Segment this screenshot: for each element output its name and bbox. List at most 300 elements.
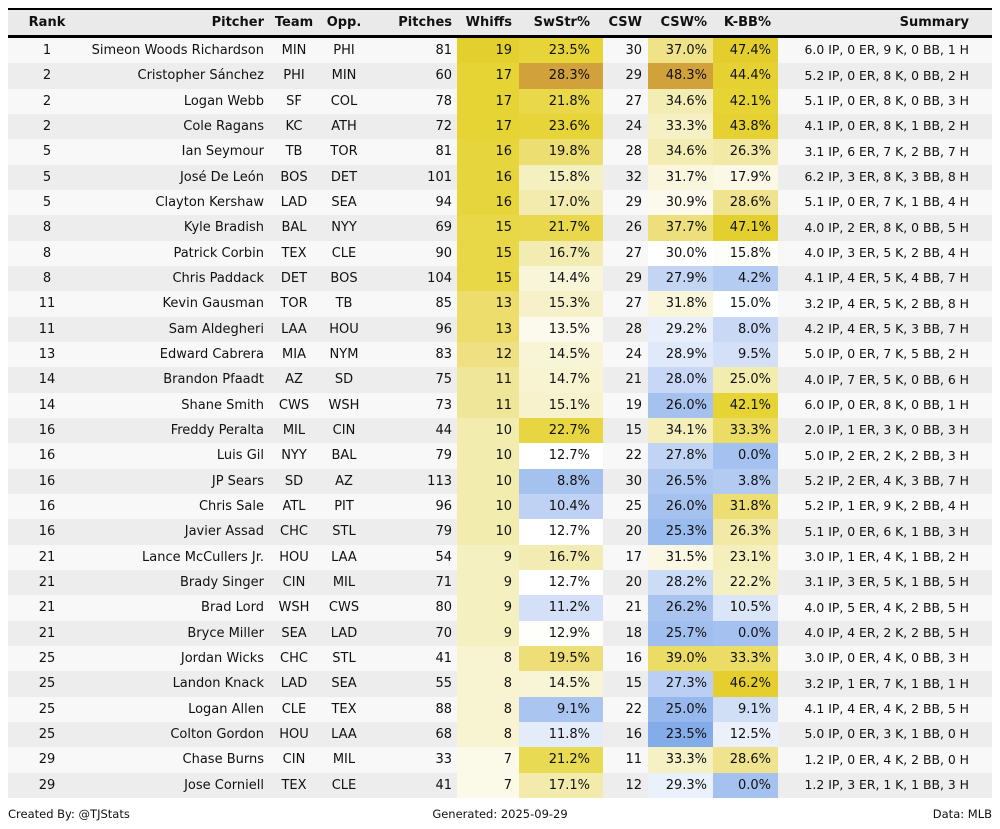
cell-team: AZ bbox=[285, 372, 303, 388]
cell-csw: 27 bbox=[625, 93, 642, 109]
table-row bbox=[8, 393, 992, 418]
footer-data-source: Data: MLB bbox=[932, 806, 992, 821]
cell-opp: TEX bbox=[331, 701, 357, 717]
cell-opp: SEA bbox=[331, 676, 357, 692]
cell-pitcher: Cristopher Sánchez bbox=[137, 68, 264, 84]
table-row bbox=[8, 671, 992, 696]
cell-opp: MIL bbox=[332, 752, 356, 768]
cell-team: BOS bbox=[280, 169, 308, 185]
cell-kbb: 43.8% bbox=[713, 114, 778, 139]
cell-pitches: 41 bbox=[435, 651, 452, 667]
cell-summary: 4.1 IP, 0 ER, 8 K, 1 BB, 2 H bbox=[804, 118, 969, 134]
cell-kbb: 9.5% bbox=[713, 342, 778, 367]
cell-kbb: 42.1% bbox=[713, 89, 778, 114]
cell-opp: WSH bbox=[328, 397, 360, 413]
cell-whiffs: 12 bbox=[457, 342, 519, 367]
cell-swstr: 17.0% bbox=[519, 190, 603, 215]
cell-csw: 22 bbox=[625, 448, 642, 464]
cell-kbb: 25.0% bbox=[713, 367, 778, 392]
cell-cswpct: 28.0% bbox=[648, 367, 713, 392]
cell-csw: 16 bbox=[625, 727, 642, 743]
cell-pitcher: Logan Allen bbox=[188, 701, 264, 717]
col-header-cswpct: CSW% bbox=[660, 15, 707, 30]
cell-kbb: 0.0% bbox=[713, 773, 778, 798]
cell-rank: 2 bbox=[42, 93, 52, 109]
cell-whiffs: 17 bbox=[457, 63, 519, 88]
cell-rank: 25 bbox=[38, 676, 56, 692]
cell-pitcher: Simeon Woods Richardson bbox=[91, 43, 264, 59]
cell-csw: 26 bbox=[625, 220, 642, 236]
cell-pitches: 90 bbox=[435, 245, 452, 261]
cell-pitches: 78 bbox=[435, 93, 452, 109]
cell-whiffs: 16 bbox=[457, 165, 519, 190]
cell-swstr: 14.4% bbox=[519, 266, 603, 291]
cell-pitches: 68 bbox=[435, 727, 452, 743]
cell-csw: 20 bbox=[625, 524, 642, 540]
cell-swstr: 21.7% bbox=[519, 215, 603, 240]
cell-pitches: 88 bbox=[435, 701, 452, 717]
cell-kbb: 28.6% bbox=[713, 190, 778, 215]
cell-kbb: 44.4% bbox=[713, 63, 778, 88]
cell-whiffs: 10 bbox=[457, 469, 519, 494]
cell-kbb: 10.5% bbox=[713, 595, 778, 620]
cell-pitcher: Logan Webb bbox=[183, 93, 264, 109]
cell-team: HOU bbox=[279, 727, 309, 743]
cell-pitcher: Patrick Corbin bbox=[173, 245, 264, 261]
cell-summary: 3.1 IP, 6 ER, 7 K, 2 BB, 7 H bbox=[804, 143, 969, 159]
cell-csw: 30 bbox=[625, 473, 642, 489]
table-row bbox=[8, 367, 992, 392]
cell-swstr: 13.5% bbox=[519, 317, 603, 342]
cell-kbb: 46.2% bbox=[713, 671, 778, 696]
cell-swstr: 15.3% bbox=[519, 291, 603, 316]
cell-cswpct: 48.3% bbox=[648, 63, 713, 88]
cell-cswpct: 33.3% bbox=[648, 747, 713, 772]
footer bbox=[8, 807, 992, 821]
cell-summary: 1.2 IP, 0 ER, 4 K, 2 BB, 0 H bbox=[804, 751, 969, 767]
table-row bbox=[8, 621, 992, 646]
cell-rank: 8 bbox=[42, 220, 52, 236]
cell-team: BAL bbox=[281, 220, 307, 236]
cell-summary: 5.1 IP, 0 ER, 8 K, 0 BB, 3 H bbox=[804, 93, 969, 109]
cell-rank: 21 bbox=[38, 600, 56, 616]
cell-team: MIL bbox=[282, 423, 306, 439]
cell-team: TEX bbox=[281, 777, 307, 793]
cell-swstr: 15.1% bbox=[519, 393, 603, 418]
cell-swstr: 14.5% bbox=[519, 671, 603, 696]
cell-team: SF bbox=[286, 93, 302, 109]
cell-csw: 28 bbox=[625, 144, 642, 160]
cell-pitches: 55 bbox=[435, 676, 452, 692]
cell-pitches: 79 bbox=[435, 524, 452, 540]
cell-rank: 5 bbox=[42, 144, 52, 160]
cell-pitcher: Ian Seymour bbox=[181, 144, 264, 160]
cell-rank: 25 bbox=[38, 651, 56, 667]
cell-pitches: 113 bbox=[427, 473, 452, 489]
cell-opp: DET bbox=[330, 169, 358, 185]
cell-kbb: 33.3% bbox=[713, 418, 778, 443]
cell-pitcher: Shane Smith bbox=[181, 397, 264, 413]
cell-summary: 3.0 IP, 0 ER, 4 K, 0 BB, 3 H bbox=[804, 650, 969, 666]
cell-summary: 5.2 IP, 1 ER, 9 K, 2 BB, 4 H bbox=[804, 498, 969, 514]
cell-csw: 29 bbox=[625, 68, 642, 84]
cell-opp: CLE bbox=[331, 777, 357, 793]
cell-csw: 15 bbox=[625, 676, 642, 692]
cell-csw: 27 bbox=[625, 245, 642, 261]
cell-pitcher: Luis Gil bbox=[216, 448, 264, 464]
table-row bbox=[8, 519, 992, 544]
table-row bbox=[8, 570, 992, 595]
table-row bbox=[8, 545, 992, 570]
cell-opp: SD bbox=[334, 372, 354, 388]
cell-team: WSH bbox=[278, 600, 310, 616]
cell-swstr: 15.8% bbox=[519, 165, 603, 190]
cell-summary: 5.2 IP, 2 ER, 4 K, 3 BB, 7 H bbox=[804, 473, 969, 489]
table-row bbox=[8, 697, 992, 722]
cell-summary: 5.0 IP, 2 ER, 2 K, 2 BB, 3 H bbox=[804, 447, 969, 463]
col-header-opp: Opp. bbox=[326, 15, 362, 30]
cell-summary: 5.0 IP, 0 ER, 3 K, 1 BB, 0 H bbox=[804, 726, 969, 742]
cell-team: NYY bbox=[281, 448, 307, 464]
cell-team: MIA bbox=[282, 347, 306, 363]
table-row bbox=[8, 443, 992, 468]
cell-pitches: 79 bbox=[435, 448, 452, 464]
cell-pitcher: Brandon Pfaadt bbox=[163, 372, 264, 388]
cell-summary: 2.0 IP, 1 ER, 3 K, 0 BB, 3 H bbox=[804, 422, 969, 438]
col-header-pitches: Pitches bbox=[398, 15, 452, 30]
cell-whiffs: 7 bbox=[457, 773, 519, 798]
cell-swstr: 16.7% bbox=[519, 545, 603, 570]
cell-rank: 8 bbox=[42, 245, 52, 261]
cell-opp: STL bbox=[332, 651, 356, 667]
cell-opp: PHI bbox=[333, 43, 355, 59]
cell-swstr: 19.5% bbox=[519, 646, 603, 671]
cell-whiffs: 13 bbox=[457, 317, 519, 342]
cell-cswpct: 26.2% bbox=[648, 595, 713, 620]
cell-kbb: 12.5% bbox=[713, 722, 778, 747]
cell-opp: AZ bbox=[335, 473, 353, 489]
cell-cswpct: 34.1% bbox=[648, 418, 713, 443]
cell-pitcher: Kevin Gausman bbox=[162, 296, 264, 312]
cell-rank: 21 bbox=[38, 625, 56, 641]
cell-csw: 21 bbox=[625, 372, 642, 388]
cell-csw: 15 bbox=[625, 423, 642, 439]
cell-pitcher: Colton Gordon bbox=[170, 727, 264, 743]
cell-cswpct: 28.2% bbox=[648, 570, 713, 595]
cell-whiffs: 8 bbox=[457, 697, 519, 722]
cell-kbb: 42.1% bbox=[713, 393, 778, 418]
cell-summary: 3.1 IP, 3 ER, 5 K, 1 BB, 5 H bbox=[804, 574, 969, 590]
cell-whiffs: 9 bbox=[457, 595, 519, 620]
cell-summary: 4.0 IP, 2 ER, 8 K, 0 BB, 5 H bbox=[804, 219, 969, 235]
cell-opp: TB bbox=[335, 296, 353, 312]
cell-opp: NYM bbox=[329, 347, 359, 363]
cell-pitches: 33 bbox=[435, 752, 452, 768]
cell-opp: COL bbox=[330, 93, 358, 109]
cell-kbb: 26.3% bbox=[713, 519, 778, 544]
cell-opp: STL bbox=[332, 524, 356, 540]
cell-opp: SEA bbox=[331, 195, 357, 211]
cell-whiffs: 19 bbox=[457, 38, 519, 63]
cell-cswpct: 30.0% bbox=[648, 241, 713, 266]
cell-pitcher: Brad Lord bbox=[201, 600, 264, 616]
cell-pitches: 80 bbox=[435, 600, 452, 616]
cell-whiffs: 11 bbox=[457, 367, 519, 392]
cell-csw: 30 bbox=[625, 43, 642, 59]
cell-kbb: 31.8% bbox=[713, 494, 778, 519]
cell-csw: 29 bbox=[625, 271, 642, 287]
table-row bbox=[8, 165, 992, 190]
cell-cswpct: 27.9% bbox=[648, 266, 713, 291]
cell-pitcher: Chase Burns bbox=[182, 752, 264, 768]
cell-team: KC bbox=[285, 119, 303, 135]
cell-kbb: 22.2% bbox=[713, 570, 778, 595]
cell-pitches: 71 bbox=[435, 575, 452, 591]
cell-whiffs: 9 bbox=[457, 545, 519, 570]
cell-swstr: 9.1% bbox=[519, 697, 603, 722]
footer-generated: Generated: 2025-09-29 bbox=[432, 806, 568, 821]
cell-whiffs: 9 bbox=[457, 570, 519, 595]
cell-rank: 21 bbox=[38, 549, 56, 565]
cell-pitches: 69 bbox=[435, 220, 452, 236]
cell-whiffs: 17 bbox=[457, 89, 519, 114]
cell-csw: 27 bbox=[625, 296, 642, 312]
cell-csw: 18 bbox=[625, 625, 642, 641]
cell-pitcher: Clayton Kershaw bbox=[155, 195, 264, 211]
cell-whiffs: 15 bbox=[457, 241, 519, 266]
col-header-team: Team bbox=[274, 15, 314, 30]
cell-pitches: 60 bbox=[435, 68, 452, 84]
cell-summary: 5.1 IP, 0 ER, 7 K, 1 BB, 4 H bbox=[804, 194, 969, 210]
cell-rank: 29 bbox=[38, 752, 56, 768]
cell-pitcher: Lance McCullers Jr. bbox=[142, 549, 264, 565]
footer-created-by: Created By: @TJStats bbox=[8, 806, 130, 821]
cell-summary: 3.2 IP, 1 ER, 7 K, 1 BB, 1 H bbox=[804, 675, 969, 691]
cell-pitches: 41 bbox=[435, 777, 452, 793]
cell-kbb: 23.1% bbox=[713, 545, 778, 570]
cell-team: LAD bbox=[280, 676, 308, 692]
cell-csw: 19 bbox=[625, 397, 642, 413]
col-header-whiffs: Whiffs bbox=[465, 15, 512, 30]
cell-summary: 4.1 IP, 4 ER, 4 K, 2 BB, 5 H bbox=[804, 700, 969, 716]
cell-csw: 24 bbox=[625, 347, 642, 363]
cell-pitches: 81 bbox=[435, 144, 452, 160]
cell-kbb: 26.3% bbox=[713, 139, 778, 164]
table-row bbox=[8, 89, 992, 114]
cell-team: TOR bbox=[280, 296, 308, 312]
cell-pitcher: Freddy Peralta bbox=[170, 423, 264, 439]
cell-pitcher: Chris Sale bbox=[198, 499, 264, 515]
cell-pitches: 70 bbox=[435, 625, 452, 641]
cell-opp: BOS bbox=[330, 271, 358, 287]
cell-rank: 14 bbox=[38, 372, 56, 388]
cell-opp: CLE bbox=[331, 245, 357, 261]
cell-cswpct: 25.0% bbox=[648, 697, 713, 722]
cell-opp: CIN bbox=[332, 423, 356, 439]
cell-csw: 32 bbox=[625, 169, 642, 185]
cell-opp: HOU bbox=[329, 321, 359, 337]
cell-kbb: 15.0% bbox=[713, 291, 778, 316]
cell-csw: 17 bbox=[625, 549, 642, 565]
col-header-rank: Rank bbox=[28, 15, 66, 30]
cell-whiffs: 7 bbox=[457, 747, 519, 772]
table-row bbox=[8, 114, 992, 139]
cell-summary: 4.0 IP, 4 ER, 2 K, 2 BB, 5 H bbox=[804, 625, 969, 640]
cell-team: HOU bbox=[279, 549, 309, 565]
cell-cswpct: 34.6% bbox=[648, 139, 713, 164]
cell-cswpct: 29.2% bbox=[648, 317, 713, 342]
cell-team: CLE bbox=[281, 701, 307, 717]
cell-pitches: 83 bbox=[435, 347, 452, 363]
cell-whiffs: 15 bbox=[457, 215, 519, 240]
table-row bbox=[8, 190, 992, 215]
cell-team: CHC bbox=[280, 524, 308, 540]
cell-summary: 5.0 IP, 0 ER, 7 K, 5 BB, 2 H bbox=[804, 346, 969, 362]
cell-swstr: 16.7% bbox=[519, 241, 603, 266]
col-header-swstr: SwStr% bbox=[533, 15, 590, 30]
cell-opp: CWS bbox=[328, 600, 360, 616]
cell-swstr: 14.7% bbox=[519, 367, 603, 392]
cell-cswpct: 26.0% bbox=[648, 494, 713, 519]
cell-whiffs: 9 bbox=[457, 621, 519, 646]
cell-summary: 3.0 IP, 1 ER, 4 K, 1 BB, 2 H bbox=[804, 549, 969, 565]
table-row bbox=[8, 747, 992, 772]
cell-pitcher: Kyle Bradish bbox=[183, 220, 264, 236]
cell-whiffs: 10 bbox=[457, 494, 519, 519]
cell-team: SEA bbox=[281, 625, 307, 641]
cell-cswpct: 25.3% bbox=[648, 519, 713, 544]
table-row bbox=[8, 241, 992, 266]
cell-pitches: 44 bbox=[435, 423, 452, 439]
table-rows bbox=[8, 38, 992, 798]
cell-summary: 4.0 IP, 3 ER, 5 K, 2 BB, 4 H bbox=[804, 245, 969, 261]
cell-rank: 13 bbox=[38, 347, 56, 363]
cell-swstr: 12.7% bbox=[519, 519, 603, 544]
cell-team: PHI bbox=[283, 68, 305, 84]
cell-team: TB bbox=[285, 144, 303, 160]
cell-pitches: 85 bbox=[435, 296, 452, 312]
cell-cswpct: 31.8% bbox=[648, 291, 713, 316]
cell-csw: 20 bbox=[625, 575, 642, 591]
cell-pitcher: Jordan Wicks bbox=[180, 651, 264, 667]
table-row bbox=[8, 646, 992, 671]
cell-swstr: 12.7% bbox=[519, 443, 603, 468]
cell-swstr: 22.7% bbox=[519, 418, 603, 443]
cell-pitcher: Brady Singer bbox=[179, 575, 264, 591]
cell-summary: 6.0 IP, 0 ER, 9 K, 0 BB, 1 H bbox=[804, 42, 969, 58]
cell-rank: 2 bbox=[42, 68, 52, 84]
cell-summary: 4.1 IP, 4 ER, 5 K, 4 BB, 7 H bbox=[804, 270, 969, 286]
col-header-kbb: K-BB% bbox=[723, 15, 771, 30]
cell-kbb: 0.0% bbox=[713, 443, 778, 468]
cell-rank: 16 bbox=[38, 473, 56, 489]
cell-team: DET bbox=[280, 271, 308, 287]
cell-opp: MIL bbox=[332, 575, 356, 591]
cell-swstr: 14.5% bbox=[519, 342, 603, 367]
table-row bbox=[8, 469, 992, 494]
cell-swstr: 28.3% bbox=[519, 63, 603, 88]
cell-opp: TOR bbox=[330, 144, 358, 160]
cell-rank: 1 bbox=[42, 43, 52, 59]
cell-opp: MIN bbox=[331, 68, 357, 84]
cell-pitcher: Sam Aldegheri bbox=[168, 321, 264, 337]
cell-pitches: 81 bbox=[435, 43, 452, 59]
cell-pitcher: JP Sears bbox=[211, 473, 264, 489]
table-row bbox=[8, 38, 992, 63]
table-row bbox=[8, 494, 992, 519]
cell-pitcher: José De León bbox=[179, 169, 264, 185]
cell-kbb: 33.3% bbox=[713, 646, 778, 671]
table-row bbox=[8, 342, 992, 367]
cell-rank: 14 bbox=[38, 397, 56, 413]
table-row bbox=[8, 773, 992, 798]
cell-whiffs: 15 bbox=[457, 266, 519, 291]
cell-rank: 16 bbox=[38, 423, 56, 439]
cell-whiffs: 10 bbox=[457, 443, 519, 468]
col-header-summary: Summary bbox=[899, 15, 969, 30]
cell-csw: 24 bbox=[625, 119, 642, 135]
cell-kbb: 28.6% bbox=[713, 747, 778, 772]
cell-opp: LAA bbox=[331, 549, 357, 565]
table-row bbox=[8, 418, 992, 443]
cell-pitcher: Cole Ragans bbox=[183, 119, 264, 135]
cell-opp: ATH bbox=[331, 119, 357, 135]
cell-team: ATL bbox=[282, 499, 306, 515]
cell-swstr: 19.8% bbox=[519, 139, 603, 164]
cell-kbb: 47.4% bbox=[713, 38, 778, 63]
cell-rank: 5 bbox=[42, 169, 52, 185]
cell-swstr: 12.7% bbox=[519, 570, 603, 595]
cell-rank: 5 bbox=[42, 195, 52, 211]
cell-csw: 21 bbox=[625, 600, 642, 616]
cell-whiffs: 10 bbox=[457, 418, 519, 443]
cell-swstr: 21.8% bbox=[519, 89, 603, 114]
cell-summary: 4.0 IP, 7 ER, 5 K, 0 BB, 6 H bbox=[804, 371, 969, 387]
cell-rank: 25 bbox=[38, 701, 56, 717]
cell-cswpct: 37.7% bbox=[648, 215, 713, 240]
cell-whiffs: 8 bbox=[457, 671, 519, 696]
cell-cswpct: 28.9% bbox=[648, 342, 713, 367]
cell-csw: 11 bbox=[625, 752, 642, 768]
table-row bbox=[8, 215, 992, 240]
cell-pitcher: Jose Corniell bbox=[184, 777, 264, 793]
cell-whiffs: 10 bbox=[457, 519, 519, 544]
cell-cswpct: 31.7% bbox=[648, 165, 713, 190]
cell-opp: LAA bbox=[331, 727, 357, 743]
cell-cswpct: 27.3% bbox=[648, 671, 713, 696]
cell-team: CWS bbox=[278, 397, 310, 413]
cell-team: CIN bbox=[282, 752, 306, 768]
cell-kbb: 47.1% bbox=[713, 215, 778, 240]
cell-cswpct: 30.9% bbox=[648, 190, 713, 215]
cell-opp: NYY bbox=[331, 220, 357, 236]
cell-kbb: 4.2% bbox=[713, 266, 778, 291]
cell-whiffs: 11 bbox=[457, 393, 519, 418]
cell-rank: 11 bbox=[38, 321, 56, 337]
cell-cswpct: 39.0% bbox=[648, 646, 713, 671]
cell-whiffs: 17 bbox=[457, 114, 519, 139]
cell-rank: 2 bbox=[42, 119, 52, 135]
cell-cswpct: 37.0% bbox=[648, 38, 713, 63]
cell-summary: 3.2 IP, 4 ER, 5 K, 2 BB, 8 H bbox=[804, 295, 969, 311]
cell-kbb: 0.0% bbox=[713, 621, 778, 646]
cell-cswpct: 29.3% bbox=[648, 773, 713, 798]
cell-csw: 12 bbox=[625, 777, 642, 793]
cell-rank: 11 bbox=[38, 296, 56, 312]
cell-cswpct: 33.3% bbox=[648, 114, 713, 139]
cell-rank: 21 bbox=[38, 575, 56, 591]
cell-pitcher: Chris Paddack bbox=[172, 271, 264, 287]
